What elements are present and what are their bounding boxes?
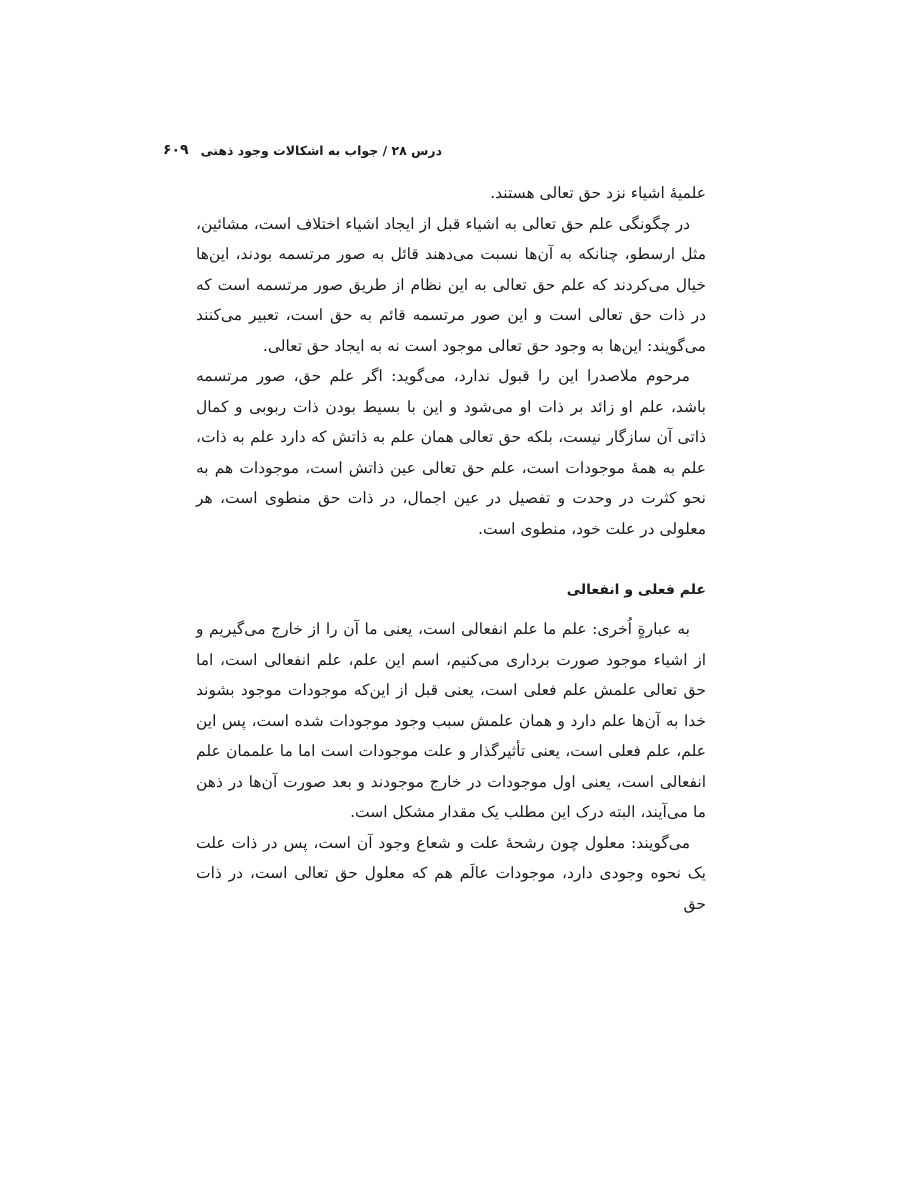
page-number: ۶۰۹ [162, 142, 189, 158]
paragraph-peripatetic-view: در چگونگی علم حق تعالی به اشیاء قبل از ایجاد اشیاء اختلاف است، مشائین، مثل ارسطو، چنانکه به آن‌ها نسبت می‌دهند قائل به صور مرتسمه بودند، این‌ها خیال می‌کردند که علم حق تعالی به این نظام از طریق صور مرتسمه است که در ذات حق تعالی است و این صور مرتسمه قائم به حق است، تعبیر می‌کنند می‌گویند: این‌ها به وجود حق تعالی موجود است نه به ایجاد حق تعالی. [196, 214, 706, 355]
running-head-title: درس ۲۸ / جواب به اشکالات وجود ذهنی [200, 142, 442, 158]
paragraph-continuation: علمیهٔ اشیاء نزد حق تعالی هستند. [490, 184, 706, 202]
running-head [162, 138, 442, 162]
paragraph-active-passive-knowledge: به عبارةٍ اُخری: علم ما علم انفعالی است، یعنی ما آن را از خارج می‌گیریم و از اشیاء موجود صورت برداری می‌کنیم، اسم این علم، علم انفعالی است، اما حق تعالی علمش علم فعلی است، یعنی قبل از این‌که موجودات موجود بشوند خدا به آن‌ها علم دارد و همان علمش سبب وجود موجودات شده است، پس این علم، علم فعلی است، یعنی تأثیرگذار و علت موجودات است اما ما علممان علم انفعالی است، یعنی اول موجودات در خارج موجودند و بعد صورت آن‌ها در ذهن ما می‌آیند، البته درک این مطلب یک مقدار مشکل است. [196, 620, 706, 821]
paragraph-effect-and-cause: می‌گویند: معلول چون رشحهٔ علت و شعاع وجود آن است، پس در ذات علت یک نحوه وجودی دارد، موجودات عالَم هم که معلول حق تعالی است، در ذات حق [196, 833, 706, 913]
paragraph-mulla-sadra-view: مرحوم ملاصدرا این را قبول ندارد، می‌گوید: اگر علم حق، صور مرتسمه باشد، علم او زائد بر ذات او می‌شود و این با بسیط بودن ذات ربوبی و کمال ذاتی آن سازگار نیست، بلکه حق تعالی همان علم به ذاتش که دارد علم به ذات، علم به همهٔ موجودات است، علم حق تعالی عین ذاتش است، موجودات هم به نحو کثرت در وحدت و تفصیل در عین اجمال، در ذات حق منطوی است، هر معلولی در علت خود، منطوی است. [196, 367, 706, 538]
page-body [196, 178, 706, 919]
section-heading: علم فعلی و انفعالی [566, 582, 706, 598]
